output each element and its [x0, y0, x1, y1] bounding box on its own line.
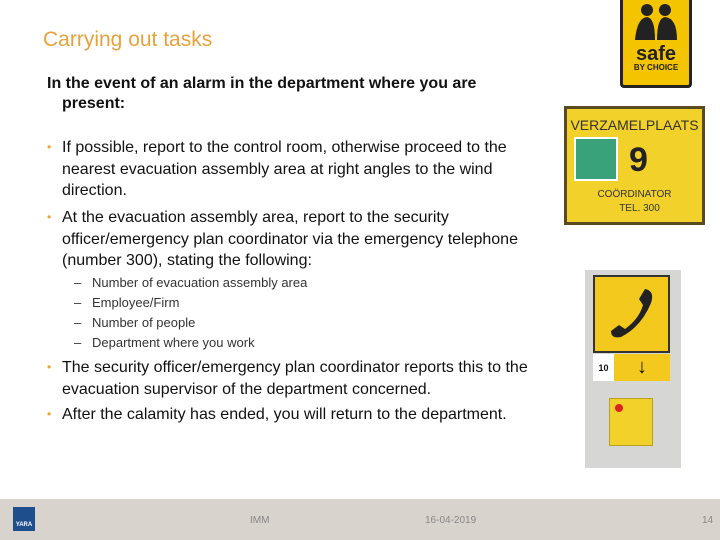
sub-item: – Employee/Firm [74, 295, 180, 310]
phone-sign-number: 10 [593, 354, 614, 381]
sub-item: – Department where you work [74, 335, 255, 350]
phone-box [609, 398, 653, 446]
bullet-item: • After the calamity has ended, you will return to the department. [47, 406, 507, 423]
bullet-item: • The security officer/emergency plan coordinator reports this to the evacuation supervisor of the department concerned. [47, 359, 528, 398]
bullet-item: • If possible, report to the control room, otherwise proceed to the nearest evacuation assembly area at right angles to the wind direction. [47, 139, 507, 199]
intro-line: In the event of an alarm in the department where you are [47, 75, 477, 92]
logo-subtext: BY CHOICE [633, 63, 679, 72]
alarm-button-icon [615, 404, 623, 412]
safe-by-choice-logo [620, 0, 692, 88]
footer [0, 499, 720, 540]
emergency-phone-photo [585, 270, 681, 468]
assembly-point-sign [564, 106, 705, 225]
assembly-icon [574, 137, 618, 181]
intro-line: present: [62, 95, 126, 112]
sub-item: – Number of people [74, 315, 196, 330]
sign-number: 9 [629, 141, 648, 179]
footer-date: 16-04-2019 [425, 515, 477, 526]
telephone-icon [595, 277, 668, 351]
sign-label: COÖRDINATOR [597, 189, 672, 200]
people-icon [623, 0, 689, 40]
page-number: 14 [702, 515, 714, 526]
yara-logo: YARA [13, 507, 35, 531]
logo-text: safe [635, 43, 677, 65]
sign-heading: VERZAMELPLAATS [570, 117, 699, 133]
footer-center-text: IMM [250, 515, 270, 526]
intro-text [47, 74, 547, 114]
sign-tel: TEL. 300 [619, 203, 660, 214]
arrow-down-icon: ↓ [614, 354, 670, 381]
bullet-item: • At the evacuation assembly area, report to the security officer/emergency plan coordinator via the emergency telephone (number 300), stating the following: [47, 209, 518, 269]
sub-item: – Number of evacuation assembly area [74, 275, 308, 290]
slide-title: Carrying out tasks [43, 28, 213, 51]
